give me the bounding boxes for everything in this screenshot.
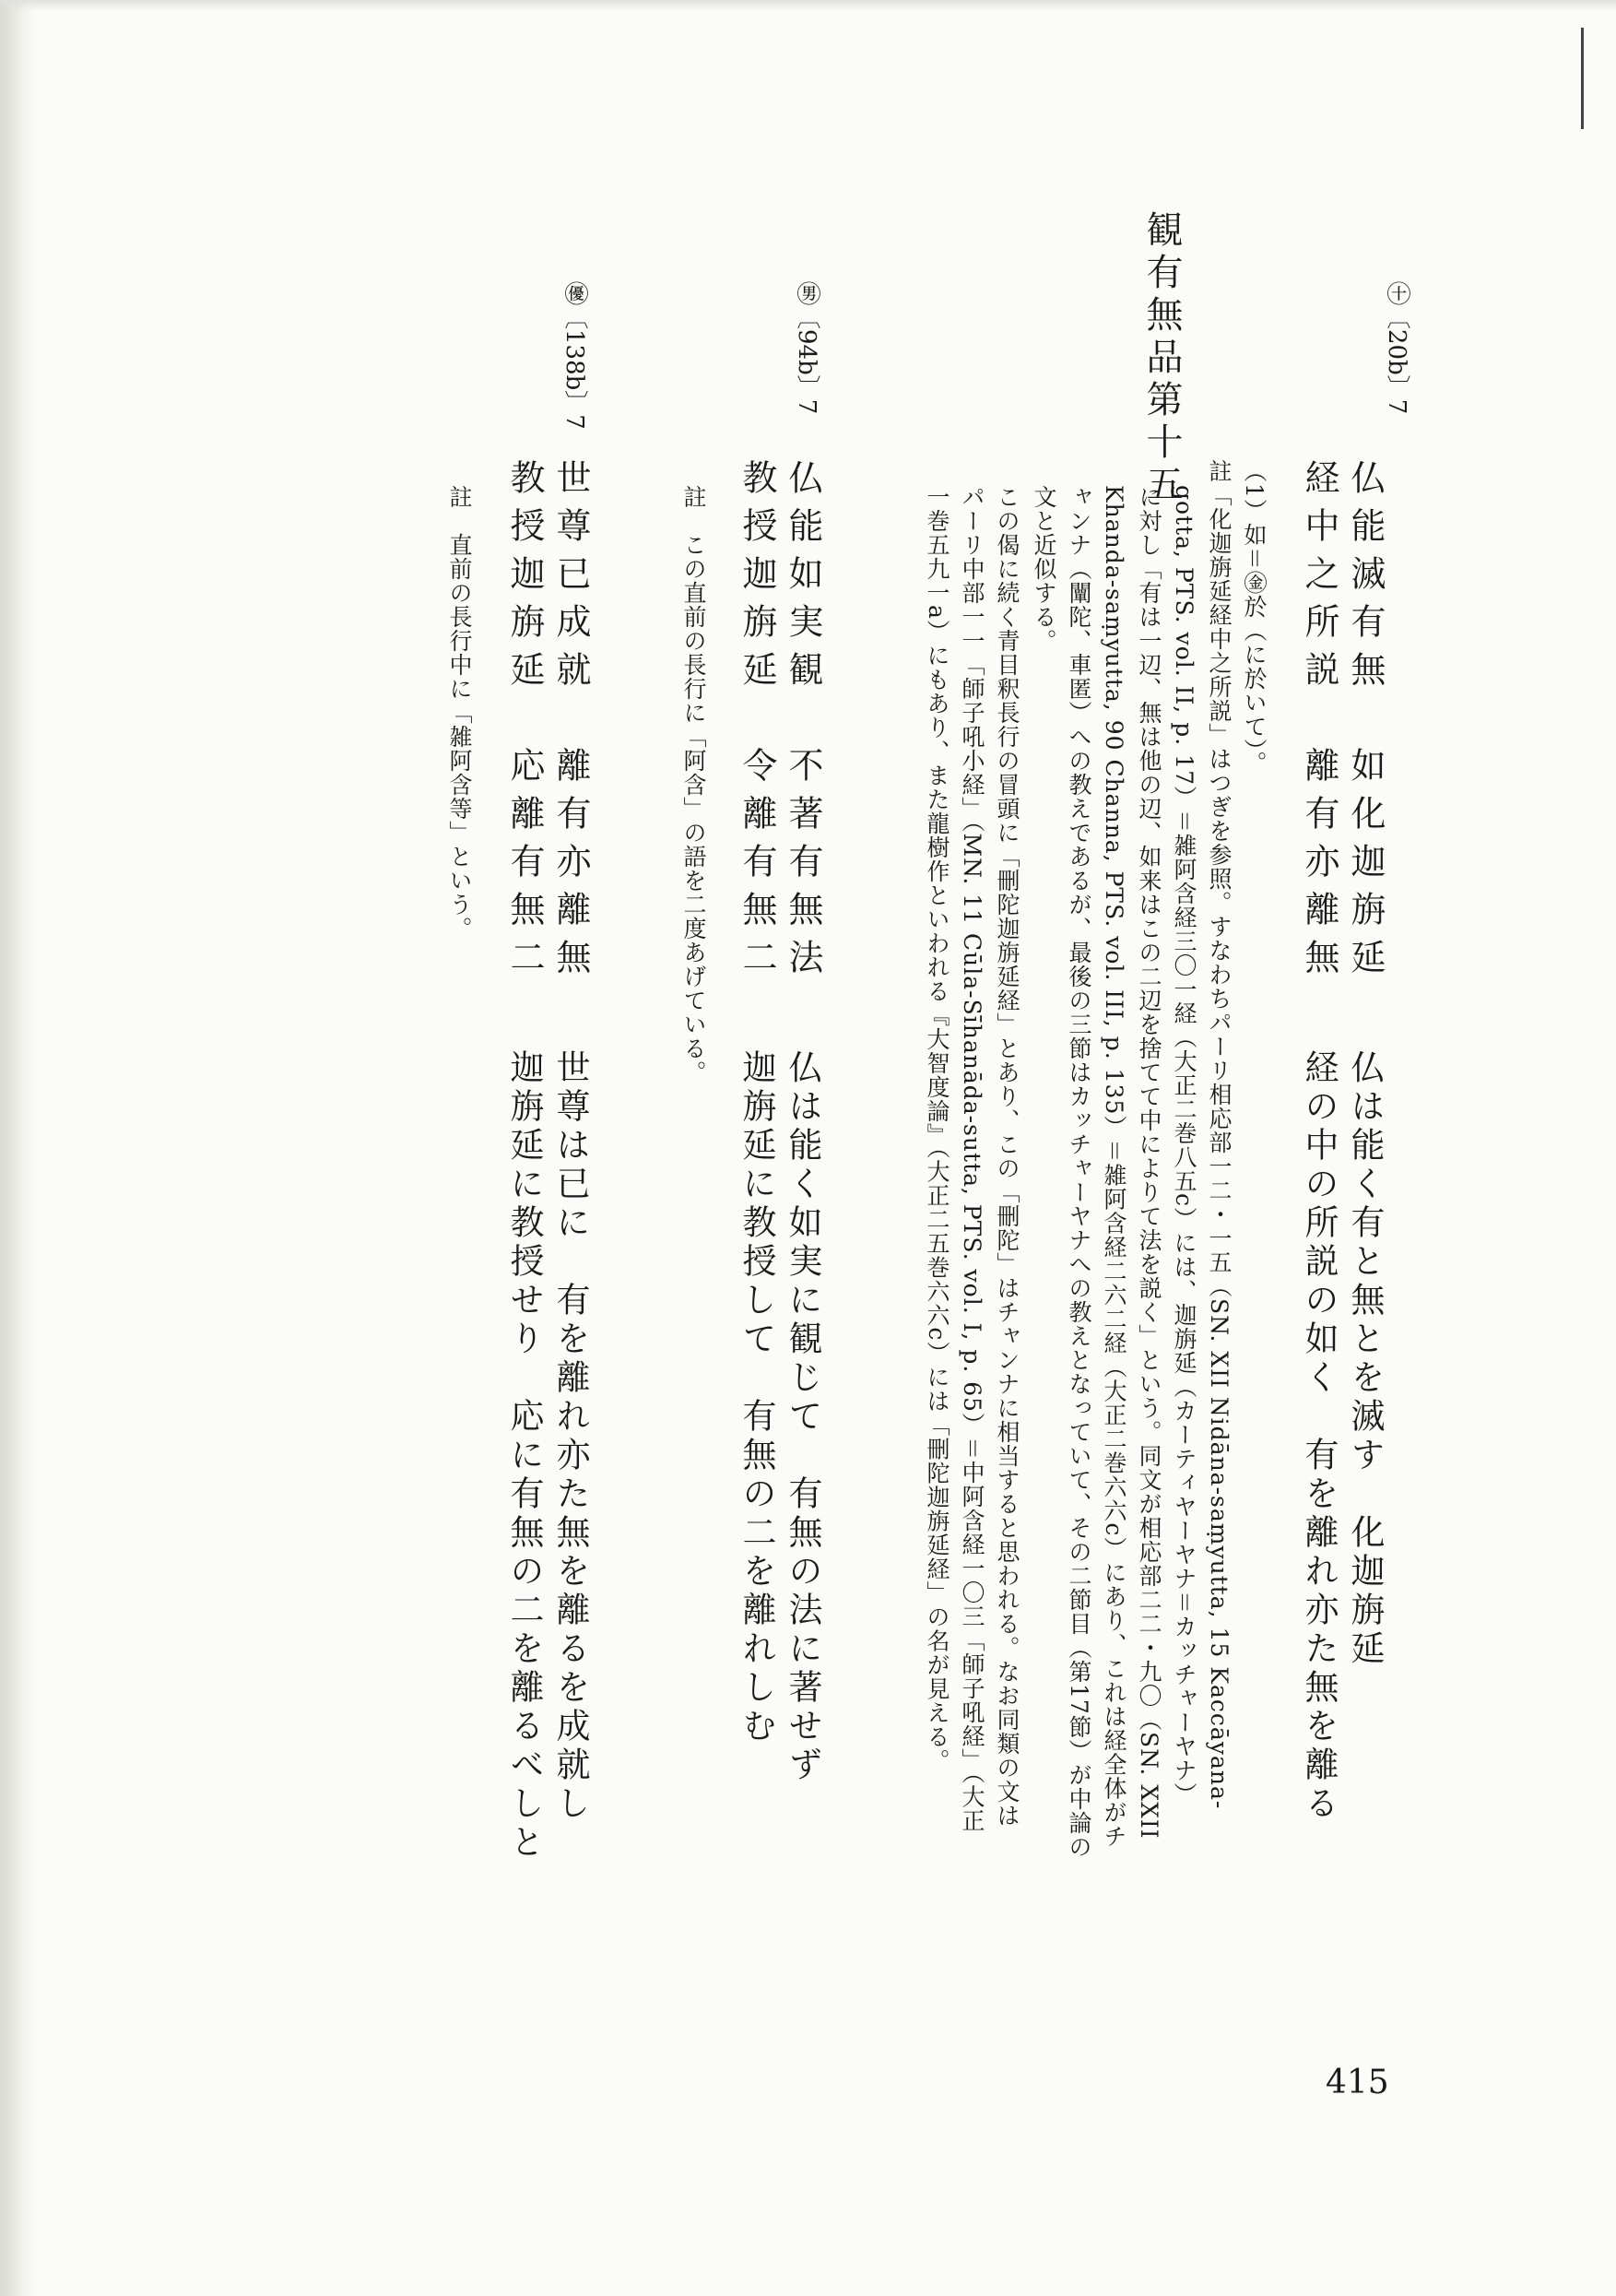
entry-marker: ㊉〔20b〕7 xyxy=(1383,281,1410,415)
footnote-line: 註「化迦旃延経中之所説」はつぎを参照。すなわちパーリ相応部一二・一五（SN. XII Nidāna-saṃyutta, 15 Kaccāyana- xyxy=(1206,459,1233,1810)
footnote-line: に対し「有は一辺、無は他の辺、如来はこの二辺を捨てて中によりて法を説く」という。同文が相応部二二・九〇（SN. XXII xyxy=(1136,485,1162,1840)
translation-line: 仏は能く如実に観じて 有無の法に著せず xyxy=(783,1049,822,1785)
entry-marker: ㊚〔94b〕7 xyxy=(793,281,820,415)
footnote-line: この偈に続く青目釈長行の冒頭に「刪陀迦旃延経」とあり、この「刪陀」はチャンナに相当すると思われる。なお同類の文は xyxy=(994,485,1020,1828)
entry-marker: ㊝〔138b〕7 xyxy=(560,281,588,430)
footnote-line: パーリ中部一一「師子吼小経」（MN. 11 Cūla-Sīhanāda-sutta, PTS. vol. I, p. 65）＝中阿含経一〇三「師子吼経」（大正 xyxy=(959,485,985,1833)
verse-line: 世尊已成就 離有亦離無 xyxy=(550,459,591,987)
page-number: 415 xyxy=(1326,2064,1389,2101)
footnote-line: gotta, PTS. vol. II, p. 17）＝雑阿含経三〇一経（大正二巻八五c）には、迦旃延（カーティヤーヤナ＝カッチャーヤナ） xyxy=(1171,485,1197,1806)
footnote-line: 註 この直前の長行に「阿含」の語を二度あげている。 xyxy=(680,485,707,1084)
scan-shadow-top xyxy=(0,0,1616,11)
translation-line: 迦旃延に教授して 有無の二を離れしむ xyxy=(737,1049,776,1746)
translation-line: 経の中の所説の如く 有を離れ亦た無を離る xyxy=(1299,1049,1339,1824)
verse-line: 教授迦旃延 令離有無二 xyxy=(737,459,777,987)
footnote-line: ャンナ（闡陀、車匿）への教えであるが、最後の三節はカッチャーヤナへの教えとなっていて、その二節目（第17節）が中論の xyxy=(1066,485,1092,1859)
margin-mark xyxy=(1581,28,1584,129)
scan-shadow-left xyxy=(0,0,35,2296)
page-title: 観有無品第十五 xyxy=(1140,210,1183,507)
translation-line: 仏は能く有と無とを滅す 化迦旃延 xyxy=(1345,1049,1385,1669)
footnote-line: Khanda-saṃyutta, 90 Channa, PTS. vol. III, p. 135）＝雑阿含経二六二経（大正二巻六六c）にあり、これは経全体がチ xyxy=(1101,485,1127,1849)
verse-line: 経中之所説 離有亦離無 xyxy=(1299,459,1339,987)
translation-line: 世尊は已に 有を離れ亦た無を離るを成就し xyxy=(550,1049,590,1824)
verse-line: 仏能如実観 不著有無法 xyxy=(783,459,823,987)
footnote-line: 註 直前の長行中に「雑阿含等」という。 xyxy=(446,485,473,941)
translation-line: 迦旃延に教授せり 応に有無の二を離るべしと xyxy=(504,1049,544,1863)
footnote-line: 文と近似する。 xyxy=(1031,485,1057,653)
verse-line: 教授迦旃延 応離有無二 xyxy=(504,459,545,987)
verse-line: 仏能滅有無 如化迦旃延 xyxy=(1345,459,1386,987)
footnote-line: 一巻五九一a）にもあり、また龍樹作といわれる『大智度論』（大正二五巻六六c）には「刪陀迦旃延経」の名が見える。 xyxy=(924,485,950,1773)
footnote-line: （1）如＝㊎於（に於いて）。 xyxy=(1241,459,1268,775)
